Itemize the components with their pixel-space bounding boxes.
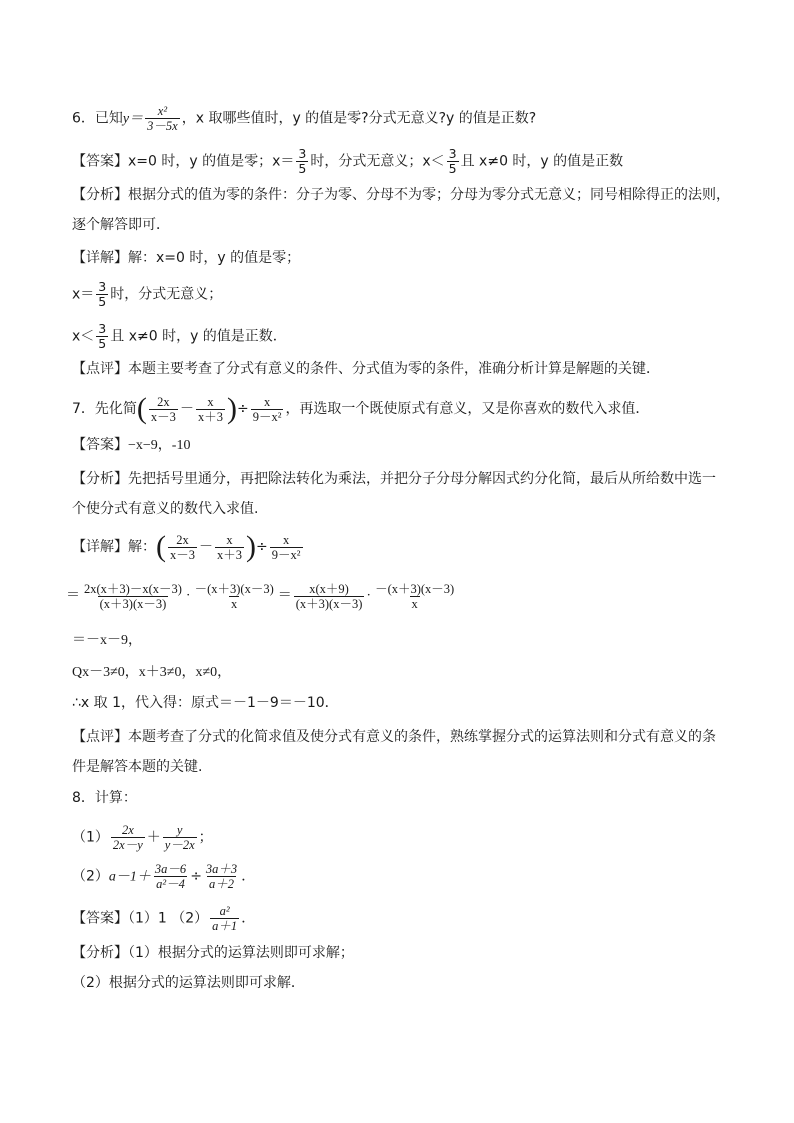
frac-den: x＋3 — [197, 409, 223, 424]
frac-num: a² — [219, 904, 230, 918]
frac-den: x — [231, 597, 238, 611]
q6-analysis-l1: 根据分式的值为零的条件：分子为零、分母不为零；分母为零分式无意义；同号相除得正的法则， — [128, 187, 730, 203]
dot: · — [185, 588, 191, 604]
q7-step3: Qx－3≠0，x＋3≠0，x≠0， — [72, 665, 232, 680]
frac-num: x — [226, 532, 233, 547]
frac-num: 3 — [98, 321, 107, 336]
analysis-tag: 【分析】 — [72, 187, 128, 203]
comment-tag: 【点评】 — [72, 729, 128, 745]
q6-detail-frac-2 — [96, 322, 108, 351]
q6-detail-l3b: 且 x≠0 时，y 的值是正数． — [110, 328, 287, 345]
q7-f2 — [196, 395, 225, 424]
q7-answer — [72, 434, 190, 457]
q6-answer-p3: 且 x≠0 时，y 的值是正数 — [460, 153, 624, 170]
q7-f1 — [149, 395, 178, 424]
q7-analysis-line2: 个使分式有意义的数代入求值. — [72, 501, 259, 517]
q7-step1-b — [193, 582, 276, 611]
q6-detail — [72, 247, 300, 269]
q7-answer-text: −x−9，-10 — [128, 438, 191, 453]
answer-tag: 【答案】 — [72, 153, 128, 170]
frac-den: (x＋3)(x－3) — [295, 597, 363, 611]
plus: ＋ — [146, 829, 161, 846]
frac-den: 9－x² — [252, 409, 282, 424]
q6-number: 6．已知 — [72, 110, 123, 127]
q6-y-eq: y＝ — [122, 111, 144, 127]
q7-comment-l1: 本题考查了分式的化简求值及使分式有意义的条件，熟练掌握分式的运算法则和分式有意义的条 — [128, 729, 716, 745]
q7-step1-c — [294, 582, 365, 611]
q6-frac-num: x² — [157, 104, 168, 118]
semicolon: ； — [198, 829, 213, 846]
q7-analysis — [72, 468, 716, 490]
q8-p1-f1 — [111, 823, 145, 852]
frac-num: x — [207, 394, 214, 409]
q6-detail-l1: 解：x=0 时，y 的值是零； — [128, 250, 301, 266]
q7-step1-a — [82, 582, 184, 611]
frac-den: x－3 — [150, 409, 176, 424]
eq: ＝ — [66, 588, 80, 604]
frac-num: 3 — [98, 279, 107, 294]
q6-answer-p1: x=0 时，y 的值是零；x＝ — [128, 153, 295, 170]
q7-comment-line2: 件是解答本题的关键. — [72, 759, 203, 775]
q7-detail — [72, 532, 305, 562]
frac-den: x－3 — [170, 547, 196, 562]
frac-num: 2x — [121, 823, 134, 837]
div: ÷ — [256, 539, 268, 555]
q6-detail-line3 — [72, 322, 287, 351]
q7-number: 7．先化简 — [72, 401, 137, 417]
q8-answer-frac — [210, 904, 239, 933]
detail-tag: 【详解】 — [72, 539, 128, 555]
eq: ＝ — [277, 588, 292, 604]
detail-tag: 【详解】 — [72, 250, 128, 266]
q6-analysis — [72, 184, 730, 206]
q7-detail-f1 — [168, 533, 197, 562]
q8-analysis-l1: （1）根据分式的运算法则即可求解； — [128, 945, 354, 961]
period: ． — [241, 910, 256, 927]
frac-num: 2x — [176, 532, 189, 547]
frac-den: 5 — [298, 161, 307, 176]
q8-answer-a: （1）1 （2） — [128, 910, 209, 927]
q6-detail-line2 — [72, 280, 222, 309]
q8-title: 8．计算： — [72, 790, 137, 806]
paren-close: ) — [226, 392, 237, 425]
q6-answer-frac — [296, 147, 308, 176]
q6-detail-l3a: x＜ — [72, 328, 95, 345]
answer-tag: 【答案】 — [72, 910, 128, 927]
q7-question-rest: ，再选取一个既使原式有意义，又是你喜欢的数代入求值． — [285, 401, 650, 417]
q6-fraction — [145, 104, 180, 133]
frac-num: 2x — [157, 394, 170, 409]
q8-p1-label: （1） — [72, 829, 109, 846]
frac-num: x(x＋9) — [309, 582, 349, 596]
frac-num: 3 — [448, 146, 457, 161]
q8-answer — [72, 904, 255, 933]
q6-answer-p2: 时，分式无意义；x＜ — [310, 153, 445, 170]
q7-step1 — [66, 582, 458, 611]
frac-den: x＋3 — [217, 547, 243, 562]
period: ． — [241, 868, 256, 885]
frac-num: x — [283, 532, 290, 547]
frac-num: －(x＋3)(x－3) — [194, 582, 274, 596]
answer-tag: 【答案】 — [72, 437, 128, 453]
dot: · — [366, 588, 372, 604]
minus: － — [179, 401, 194, 417]
frac-den: 5 — [98, 336, 107, 351]
paren-close: ) — [246, 530, 257, 563]
q6-frac-den: 3－5x — [147, 119, 178, 133]
frac-den: 2x－y — [112, 838, 143, 852]
q7-question — [72, 394, 649, 424]
frac-num: 2x(x＋3)－x(x－3) — [84, 582, 182, 596]
q8-p2-f1 — [153, 862, 188, 891]
frac-num: 3a＋3 — [205, 862, 238, 876]
q7-comment — [72, 726, 716, 748]
q6-answer — [72, 147, 623, 176]
q6-detail-frac — [96, 280, 108, 309]
q6-answer-frac-2 — [447, 147, 459, 176]
q7-step1-d — [373, 582, 456, 611]
q7-detail-solve: 解： — [128, 539, 156, 555]
q8-part2 — [72, 862, 255, 891]
analysis-tag: 【分析】 — [72, 945, 128, 961]
q6-comment-text: 本题主要考查了分式有意义的条件、分式值为零的条件，准确分析计算是解题的关键． — [128, 361, 660, 377]
frac-den: x — [411, 597, 418, 611]
q7-step2: ＝－x－9， — [72, 633, 142, 648]
q6-analysis-line2: 逐个解答即可． — [72, 217, 170, 233]
q6-detail-l2a: x＝ — [72, 286, 95, 303]
q7-detail-f3 — [270, 533, 303, 562]
analysis-tag: 【分析】 — [72, 471, 128, 487]
q8-part1 — [72, 823, 213, 852]
paren-open: ( — [156, 530, 166, 563]
q8-analysis-line2: （2）根据分式的运算法则即可求解． — [72, 975, 305, 991]
frac-den: a＋1 — [212, 919, 238, 933]
frac-den: 9－x² — [271, 547, 301, 562]
comment-tag: 【点评】 — [72, 361, 128, 377]
q6-question — [72, 104, 536, 133]
q8-p2-f2 — [204, 862, 239, 891]
q8-p1-f2 — [163, 823, 197, 852]
q7-f3 — [251, 395, 284, 424]
q8-p2-label: （2） — [72, 868, 109, 885]
frac-den: 5 — [98, 294, 107, 309]
frac-den: y－2x — [164, 838, 195, 852]
paren-open: ( — [136, 392, 147, 425]
frac-num: 3a－6 — [154, 862, 187, 876]
frac-num: 3 — [298, 146, 307, 161]
frac-num: x — [263, 394, 271, 409]
frac-den: a²－4 — [156, 877, 185, 891]
frac-den: a＋2 — [209, 877, 235, 891]
div: ÷ — [190, 868, 202, 885]
frac-num: y — [176, 823, 183, 837]
q6-detail-l2b: 时，分式无意义； — [110, 286, 223, 303]
minus: － — [199, 539, 214, 555]
q6-comment — [72, 358, 660, 380]
q7-analysis-l1: 先把括号里通分，再把除法转化为乘法，并把分子分母分解因式约分化简，最后从所给数中选一 — [128, 471, 716, 487]
frac-num: －(x＋3)(x－3) — [375, 582, 455, 596]
q7-detail-f2 — [215, 533, 244, 562]
q7-step4: ∴x 取 1，代入得：原式＝－1－9＝－10． — [72, 695, 339, 711]
frac-den: (x＋3)(x－3) — [99, 597, 167, 611]
q8-analysis — [72, 942, 354, 964]
frac-den: 5 — [448, 161, 457, 176]
q6-question-rest: ，x 取哪些值时，y 的值是零?分式无意义?y 的值是正数? — [181, 110, 537, 127]
q8-p2-lead: a－1＋ — [108, 869, 151, 885]
div: ÷ — [236, 401, 249, 417]
